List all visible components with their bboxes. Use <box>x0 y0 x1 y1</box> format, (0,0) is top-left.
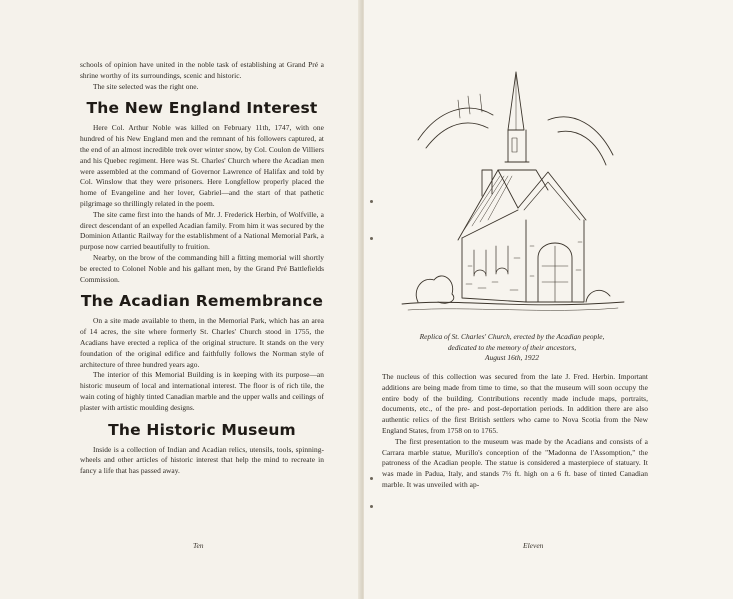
binding-hole-mark <box>370 200 373 203</box>
caption-line-3: August 16th, 1922 <box>485 353 539 362</box>
intro-paragraph-2: The site selected was the right one. <box>93 81 199 91</box>
section-heading-acadian-remembrance: The Acadian Remembrance <box>80 292 324 311</box>
left-text-column <box>80 60 324 477</box>
left-page <box>0 0 362 599</box>
church-illustration <box>398 70 628 320</box>
binding-hole-mark <box>370 477 373 480</box>
caption-line-1: Replica of St. Charles' Church, erected by the Acadian people, <box>419 332 605 341</box>
section-heading-new-england: The New England Interest <box>86 99 318 118</box>
new-england-paragraph-2: The site came first into the hands of Mr. J. Frederick Herbin, of Wolfville, a direct descendant of an expelled Acadian family. From him it was secured by the Dominion Atlantic Railway for the establishment of a National Memorial Park, a purpose now carried beautifully to fruition. <box>80 209 324 252</box>
museum-collection-paragraph: The nucleus of this collection was secured from the late J. Fred. Herbin. Important additions are being made from time to time, so that the museum will soon occupy the entire body of the building. Contributions recently made include maps, portraits, documents, etc., of the pre- and post-deportation periods. In addition there are also authentic relics of the first British settlers who came to Nova Scotia from the New England States, from 1758 on to 1765. <box>382 372 648 435</box>
binding-hole-mark <box>370 237 373 240</box>
right-text-column <box>382 372 648 491</box>
page-number-left: Ten <box>193 541 204 550</box>
museum-paragraph-1: Inside is a collection of Indian and Acadian relics, utensils, tools, spinning-wheels and other articles of historic interest that help the mind to recreate in fancy a life that has passed away. <box>80 444 324 476</box>
new-england-paragraph-3: Nearby, on the brow of the commanding hill a fitting memorial will shortly be erected to Colonel Noble and his gallant men, by the Grand Pré Battlefields Commission. <box>80 252 324 284</box>
acadian-paragraph-2: The interior of this Memorial Building is in keeping with its purpose—an historic museum of local and international interest. The floor is of rich tile, the wain coting of highly tinted Canadian marble and the upper walls and ceilings of plaster with artistic moulding designs. <box>80 370 324 412</box>
intro-paragraph-1: schools of opinion have united in the noble task of establishing at Grand Pré a shrine worthy of its surroundings, scenic and historic. <box>80 60 324 80</box>
acadian-paragraph-1: On a site made available to them, in the Memorial Park, which has an area of 14 acres, the site where formerly St. Charles' Church stood in 1755, the Acadians have erected a replica of the original structure. It stands on the very foundation of the original edifice and faithfully follows the Norman style of architecture of three hundred years ago. <box>80 316 324 369</box>
page-number-right: Eleven <box>523 541 544 550</box>
illustration-caption <box>392 332 632 364</box>
caption-line-2: dedicated to the memory of their ancestors, <box>447 342 577 352</box>
new-england-paragraph-1: Here Col. Arthur Noble was killed on February 11th, 1747, with one hundred of his New England men and the remnant of his followers captured, at the end of an almost incredible trek over winter snow, by Col. Coulon de Villiers and his Quebec regiment. Here was St. Charles' Church where the Acadian men were assembled at the command of Governor Lawrence of Halifax and told by Col. Winslow that they were prisoners. Here Longfellow properly placed the home of Evangeline and her lover, Gabriel—and the start of that pathetic pilgrimage so thrillingly related in the poem. <box>80 123 324 208</box>
section-heading-historic-museum: The Historic Museum <box>108 420 296 439</box>
binding-hole-mark <box>370 505 373 508</box>
statue-paragraph: The first presentation to the museum was made by the Acadians and consists of a Carrara marble statue, Murillo's conception of the "Madonna de l'Assomption," the patroness of the Acadian people. The statue is considered a masterpiece of statuary. It was made in Padua, Italy, and stands 7½ ft. high on a 6 ft. base of tinted Canadian marble. It was unveiled with ap- <box>382 436 648 489</box>
